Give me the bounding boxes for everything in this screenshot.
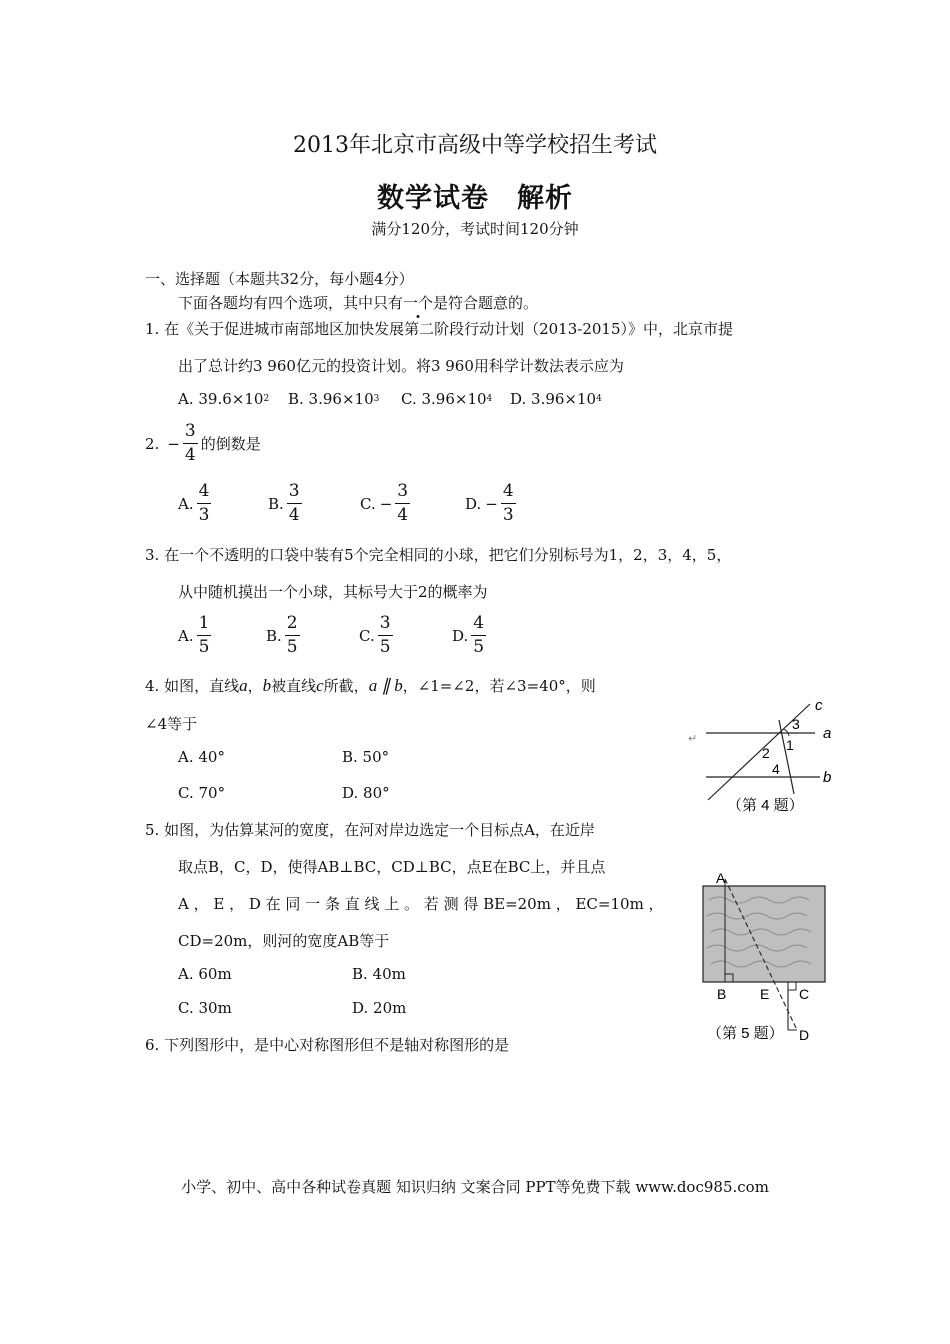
q5-label-d: D [799,1027,810,1043]
q2-option-a: A. $\frac{4}{3}$ [178,481,210,525]
q4-option-c: C. 70° [178,784,226,802]
q5-label-e: E [760,986,770,1002]
q4-label-3: 3 [792,716,800,732]
q4-caption: （第 4 题） [727,797,804,814]
q4-label-1: 1 [786,737,794,753]
q5-label-b: B [717,986,727,1002]
q1-option-a: A. 39.6×10 2 [178,390,270,408]
q2-option-d: D. − $\frac{4}{3}$ [465,481,514,525]
q1-option-b: B. 3.96×10 3 [288,390,380,408]
q1-line1: 1. 在《关于促进城市南部地区加快发展第二阶段行动计划（2013-2015）》中，北京市提 [145,320,733,338]
q4-line2: ∠4等于 [145,715,198,733]
q5-option-c: C. 30m [178,999,232,1017]
page-footer: 小学、初中、高中各种试卷真题 知识归纳 文案合同 PPT等免费下载 www.doc985.com [181,1178,769,1196]
q1-option-c: C. 3.96×10 4 [401,390,493,408]
q2-stem: 2. − $\frac{3}{4}$ 的倒数是 [145,421,261,465]
q5-line3: A ， E ， D 在 同 一 条 直 线 上 。 若 测 得 BE=20m ， EC=10m ， [178,895,664,913]
q5-option-b: B. 40m [352,965,406,983]
section-heading: 一、选择题（本题共32分，每小题4分） [145,270,414,288]
q3-option-b: B. $\frac{2}{5}$ [266,613,298,657]
q3-option-c: C. $\frac{3}{5}$ [359,613,391,657]
q5-caption: （第 5 题） [707,1025,784,1042]
q2-fraction: $\frac{3}{4}$ [184,421,196,465]
q5-option-d: D. 20m [352,999,407,1017]
q5-label-a: A [716,870,726,886]
q5-line2: 取点B，C，D，使得AB⊥BC，CD⊥BC，点E在BC上，并且点 [178,858,606,876]
q5-label-c: C [799,986,810,1002]
instruction-emphasis: 一个 [403,294,434,312]
q1-line2: 出了总计约3 960亿元的投资计划。将3 960用科学计数法表示应为 [178,357,624,375]
q5-line1: 5. 如图，为估算某河的宽度，在河对岸边选定一个目标点A，在近岸 [145,821,595,839]
exam-info: 满分120分，考试时间120分钟 [371,220,579,238]
q3-option-d: D. $\frac{4}{5}$ [452,613,485,657]
q4-line1: 4. 如图，直线a，b被直线c所截，a ∥ b，∠1=∠2，若∠3=40°，则 [145,676,596,695]
q5-option-a: A. 60m [178,965,232,983]
return-mark-icon: ↵ [688,733,698,745]
q4-figure [680,692,845,820]
q3-line2: 从中随机摸出一个小球，其标号大于2的概率为 [178,583,488,601]
q3-line1: 3. 在一个不透明的口袋中装有5个完全相同的小球，把它们分别标号为1，2，3，4，5， [145,546,732,564]
q2-option-c: C. − $\frac{3}{4}$ [360,481,409,525]
instruction-pre: 下面各题均有四个选项，其中只有 [178,294,404,312]
q1-option-d: D. 3.96×10 4 [510,390,602,408]
instruction-post: 是符合题意的。 [433,294,539,312]
exam-title: 2013年北京市高级中等学校招生考试 [293,133,657,158]
q4-option-a: A. 40° [178,748,225,766]
q5-figure [695,864,835,1046]
q6-line1: 6. 下列图形中，是中心对称图形但不是轴对称图形的是 [145,1036,510,1054]
section-instruction [178,292,538,313]
q4-label-a: a [823,725,832,742]
q5-line4: CD=20m，则河的宽度AB等于 [178,932,390,950]
paper-title: 数学试卷 解析 [377,183,573,214]
river-area [703,886,825,982]
q3-option-a: A. $\frac{1}{5}$ [178,613,210,657]
q4-label-4: 4 [772,761,780,777]
q2-option-b: B. $\frac{3}{4}$ [268,481,300,525]
q4-label-b: b [823,769,832,786]
q4-option-b: B. 50° [342,748,390,766]
q4-label-2: 2 [762,745,770,761]
q4-label-c: c [815,697,823,714]
q4-option-d: D. 80° [342,784,390,802]
